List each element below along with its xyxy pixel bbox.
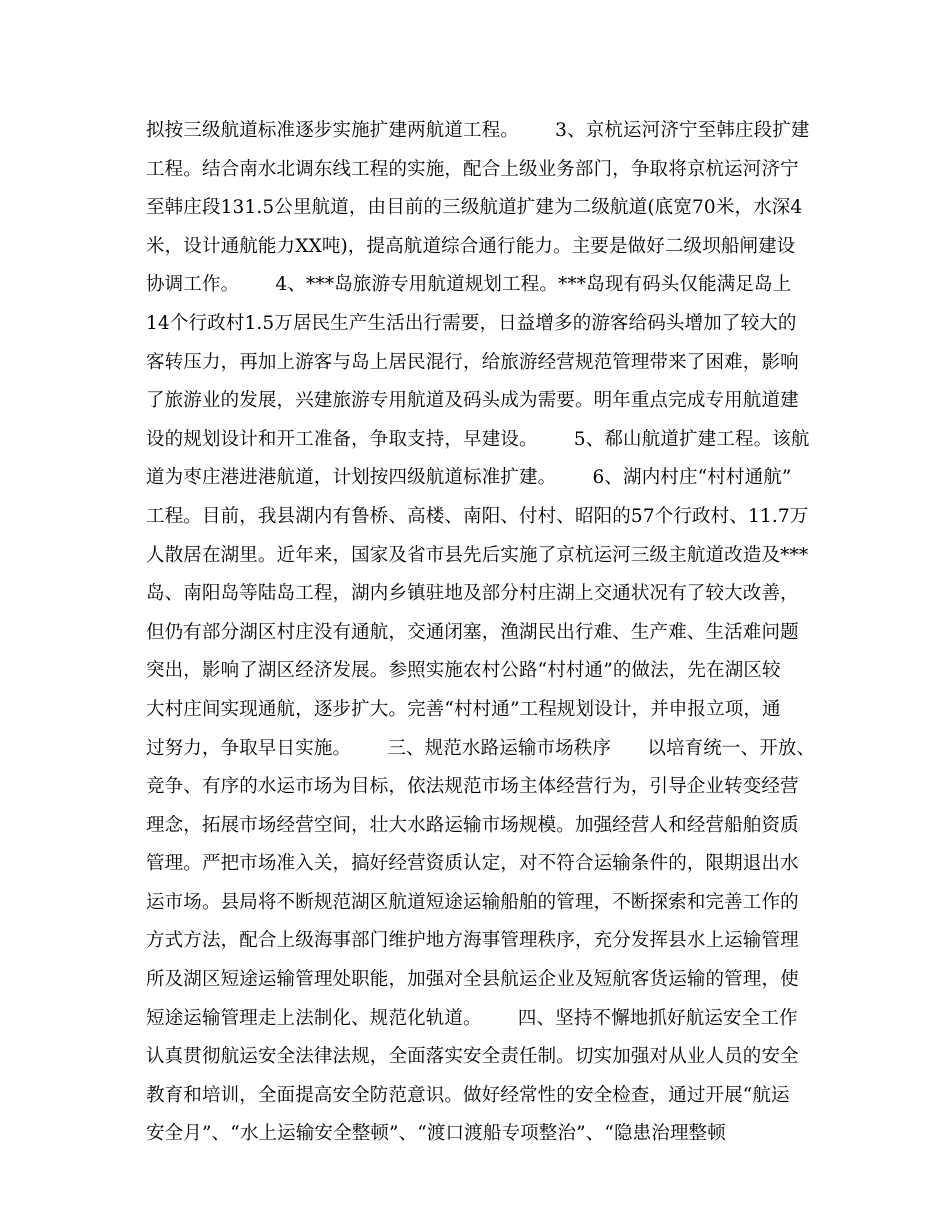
text-line: 至韩庄段131.5公里航道，由目前的三级航道扩建为二级航道(底宽70米，水深4 [146,197,803,219]
text-line: 14个行政村1.5万居民生产生活出行需要，日益增多的游客给码头增加了较大的 [146,312,797,334]
text-line: 认真贯彻航运安全法律法规，全面落实安全责任制。切实加强对从业人员的安全 [146,1046,799,1068]
text-line: 客转压力，再加上游客与岛上居民混行，给旅游经营规范管理带来了困难，影响 [146,351,799,373]
text-line: 工程。结合南水北调东线工程的实施，配合上级业务部门，争取将京杭运河济宁 [146,158,799,180]
text-line: 管理。严把市场准入关，搞好经营资质认定，对不符合运输条件的，限期退出水 [146,853,799,875]
text-line: 米，设计通航能力XX吨)，提高航道综合通行能力。主要是做好二级坝船闸建设 [146,235,796,257]
body-text [146,112,816,1154]
text-line: 过努力，争取早日实施。 三、规范水路运输市场秩序 以培育统一、开放、 [146,737,816,759]
text-line: 但仍有部分湖区村庄没有通航，交通闭塞，渔湖民出行难、生产难、生活难问题 [146,621,799,643]
text-line: 所及湖区短途运输管理处职能，加强对全县航运企业及短航客货运输的管理，使 [146,969,799,991]
text-line: 协调工作。 4、***岛旅游专用航道规划工程。***岛现有码头仅能满足岛上 [146,274,792,296]
text-line: 竞争、有序的水运市场为目标，依法规范市场主体经营行为，引导企业转变经营 [146,776,799,798]
text-line: 安全月”、“水上运输安全整顿”、“渡口渡船专项整治”、“隐患治理整顿 [146,1123,726,1145]
text-line: 拟按三级航道标准逐步实施扩建两航道工程。 3、京杭运河济宁至韩庄段扩建 [146,120,810,141]
text-line: 大村庄间实现通航，逐步扩大。完善“村村通”工程规划设计，并申报立项，通 [146,698,781,720]
text-line: 短途运输管理走上法制化、规范化轨道。 四、坚持不懈地抓好航运安全工作 [146,1007,798,1029]
text-line: 突出，影响了湖区经济发展。参照实施农村公路“村村通”的做法，先在湖区较 [146,660,781,682]
text-line: 理念，拓展市场经营空间，壮大水路运输市场规模。加强经营人和经营船舶资质 [146,814,799,836]
text-line: 道为枣庄港进港航道，计划按四级航道标准扩建。 6、湖内村庄“村村通航” [146,467,792,489]
text-line: 运市场。县局将不断规范湖区航道短途运输船舶的管理，不断探索和完善工作的 [146,891,799,913]
text-line: 方式方法，配合上级海事部门维护地方海事管理秩序，充分发挥县水上运输管理 [146,930,799,952]
text-line: 了旅游业的发展，兴建旅游专用航道及码头成为需要。明年重点完成专用航道建 [146,390,799,412]
text-line: 设的规划设计和开工准备，争取支持，早建设。 5、郗山航道扩建工程。该航 [146,428,810,450]
text-line: 人散居在湖里。近年来，国家及省市县先后实施了京杭运河三级主航道改造及*** [146,544,809,566]
text-line: 教育和培训，全面提高安全防范意识。做好经常性的安全检查，通过开展“航运 [146,1084,790,1106]
text-line: 岛、南阳岛等陆岛工程，湖内乡镇驻地及部分村庄湖上交通状况有了较大改善， [146,583,799,605]
text-line: 工程。目前，我县湖内有鲁桥、高楼、南阳、付村、昭阳的57个行政村、11.7万 [146,505,809,527]
